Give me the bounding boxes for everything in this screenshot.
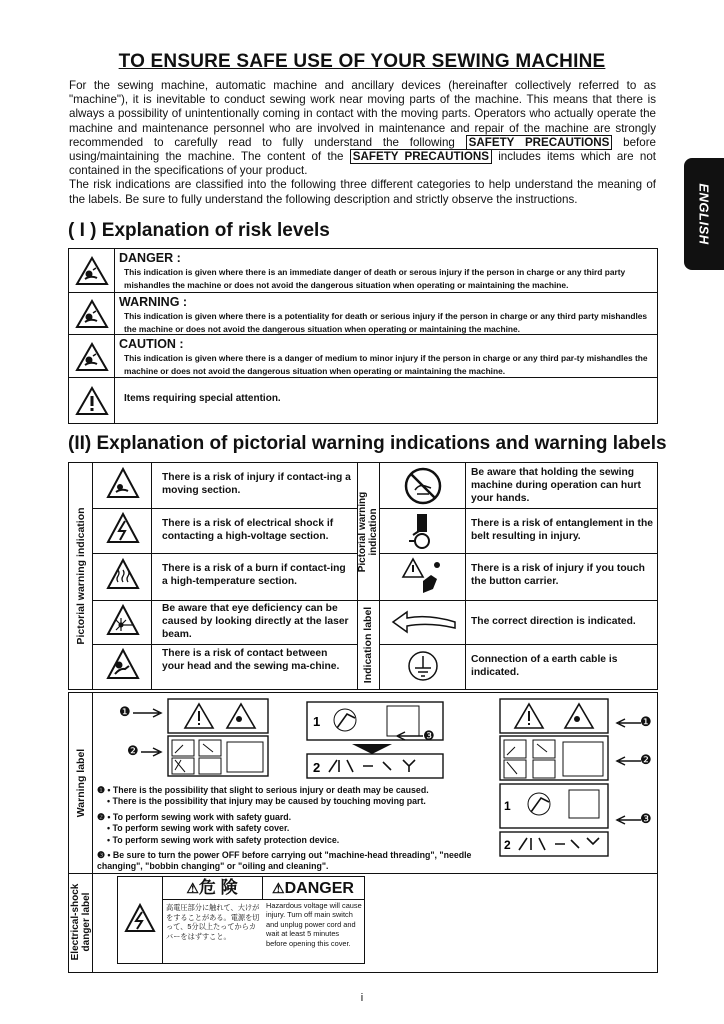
pictorial-row [92, 463, 357, 509]
intro-paragraph-2: The risk indications are classified into the following three different categories to help understand the meaning of the labels. Be sure to fully understand the following description and strictly observe the instructions. [69, 178, 656, 206]
risk-level-caution [69, 334, 657, 378]
earth-ground-icon [407, 650, 439, 682]
intro-paragraph-1c: includes items which are not contained in the specifications of your product. [69, 150, 656, 178]
warning-label-side-label: Warning label [75, 748, 87, 818]
pointer-arrow-icon [141, 747, 165, 757]
risk-level-attention [69, 377, 657, 424]
electrical-shock-side-label: Electrical-shock danger label [70, 883, 92, 961]
risk-level-text: This indication is given where there is a danger of medium to minor injury if the person in charge or any third par-ty mishandles the machine or does not avoid the dangerous situation when operating or maintaining the machine. [124, 353, 648, 377]
danger-label [117, 876, 365, 964]
marker-3-right: ❸ [640, 811, 652, 826]
risk-level-warning [69, 292, 657, 335]
risk-level-label: DANGER : [119, 251, 181, 265]
warning-icon [69, 293, 115, 335]
pictorial-text: There is a risk of injury if contact-ing a moving section. [162, 472, 351, 496]
hand-moving-part-icon [106, 467, 140, 503]
pictorial-row [92, 508, 357, 554]
pictorial-row [379, 600, 657, 645]
pictorial-row [379, 644, 657, 689]
direction-arrow-icon [389, 608, 459, 636]
section-2-heading: (II) Explanation of pictorial warning indications and warning labels [68, 433, 667, 454]
pictorial-row [379, 463, 657, 509]
svg-text:2: 2 [313, 760, 321, 775]
intro-text [69, 79, 656, 207]
note-2-line: • To perform sewing work with safety cover. [107, 823, 290, 834]
safety-precautions-keyword: SAFETY PRECAUTIONS [466, 135, 613, 150]
pictorial-text: The correct direction is indicated. [471, 616, 636, 627]
marker-3: ❸ [423, 728, 435, 743]
pointer-arrow-icon [395, 731, 423, 741]
en-danger-text: Hazardous voltage will cause injury. Turn off main switch and unplug power cord and wait at least 5 minutes before opening this cover. [266, 901, 362, 948]
pointer-arrow-icon [615, 815, 641, 825]
marker-1-right: ❶ [640, 714, 652, 729]
note-1: ❶ • There is the possibility that slight to serious injury or death may be caused. [97, 785, 429, 795]
pointer-arrow-icon [133, 708, 165, 718]
language-tab-label: ENGLISH [696, 183, 712, 245]
attention-text: Items requiring special attention. [124, 393, 281, 404]
exclamation-triangle-icon [69, 378, 115, 424]
indication-label-side-label: Indication label [362, 606, 374, 684]
pointer-arrow-icon [615, 756, 641, 766]
svg-text:2: 2 [504, 838, 511, 852]
pictorial-text: There is a risk of a burn if contact-ing a high-temperature section. [162, 563, 346, 587]
risk-level-label: WARNING : [119, 295, 188, 309]
button-carrier-icon [401, 557, 445, 597]
intro-paragraph-1a: For the sewing machine, automatic machine and ancillary devices (hereinafter collectively referred to as "machine"), it is inevitable to conduct sewing work near moving parts of the machine. This means that there is always a possibility of unintentionally coming in contact with the moving parts. Operators who actually operate the machine and maintenance personnel who are involved in maintenance and repair of the machine are strongly recommended to carefully read to fully understand the following [69, 79, 656, 149]
pictorial-warning-side-label: Pictorial warning indication [75, 507, 87, 645]
page-title: TO ENSURE SAFE USE OF YOUR SEWING MACHINE [118, 51, 606, 72]
pictorial-row [379, 508, 657, 554]
risk-level-label: CAUTION : [119, 337, 184, 351]
pictorial-row [92, 644, 357, 689]
electric-shock-icon [124, 903, 156, 933]
pointer-arrow-icon [615, 718, 641, 728]
warning-notes [97, 785, 517, 873]
marker-2: ❷ [127, 743, 139, 758]
laser-beam-icon [106, 604, 140, 640]
head-contact-icon [106, 648, 140, 684]
note-2: ❷ • To perform sewing work with safety guard. [97, 811, 292, 822]
pictorial-text: Be aware that holding the sewing machine during operation can hurt your hands. [471, 467, 641, 504]
electric-shock-icon [106, 512, 140, 548]
risk-level-text: This indication is given where there is an immediate danger of death or serous injury if the person in charge or any third party mishandles the machine or does not avoid the dangerous situation when operating or maintaining the machine. [124, 267, 626, 291]
risk-level-text: This indication is given where there is a potentiality for death or serious injury if the person in charge or any third party mishandles the machine or does not avoid the dangerous situation when operating or maintaining the machine. [124, 311, 648, 335]
pictorial-warning-mid-label: Pictorial warning indication [357, 491, 379, 573]
intro-paragraph-1b: before using/maintaining the machine. The content of the [69, 135, 656, 164]
pictorial-text: There is a risk of electrical shock if contacting a high-voltage section. [162, 518, 334, 542]
belt-entanglement-icon [403, 511, 443, 551]
page-number: i [360, 992, 364, 1004]
marker-1: ❶ [119, 704, 131, 719]
pictorial-warning-table [68, 462, 658, 690]
note-1-line: • There is the possibility that injury may be caused by touching moving part. [107, 796, 426, 807]
pictorial-row [379, 553, 657, 601]
pictorial-text: Connection of a earth cable is indicated. [471, 654, 618, 678]
section-1-heading: ( I ) Explanation of risk levels [68, 220, 330, 241]
danger-warning-icon [69, 249, 115, 292]
note-2-line: • To perform sewing work with safety protection device. [107, 834, 340, 845]
jp-danger-title: ⚠危 険 [162, 877, 263, 900]
pictorial-text: There is a risk of entanglement in the belt resulting in injury. [471, 518, 653, 542]
language-tab [684, 158, 724, 270]
marker-2-right: ❷ [640, 752, 652, 767]
note-3: ❸ • Be sure to turn the power OFF before carrying out "machine-head threading", "needle changing", "bobbin changing" or "oiling and cleaning". [97, 850, 472, 872]
pictorial-row [92, 600, 357, 645]
danger-label-icon-cell [118, 877, 163, 963]
caution-icon [69, 335, 115, 378]
en-danger-title: ⚠DANGER [262, 877, 364, 900]
electrical-shock-label-section [68, 872, 658, 973]
pictorial-text: Be aware that eye deficiency can be caused by looking directly at the laser beam. [162, 603, 349, 640]
safety-precautions-keyword: SAFETY PRECAUTIONS [350, 149, 492, 164]
no-hand-holding-icon [403, 466, 443, 506]
pictorial-text: There is a risk of injury if you touch the button carrier. [471, 563, 645, 587]
svg-text:1: 1 [504, 799, 511, 813]
risk-level-danger [69, 249, 657, 292]
warning-label-section [68, 692, 658, 874]
warning-label-vertical-illustration [499, 698, 611, 870]
hot-surface-icon [106, 558, 140, 594]
svg-text:1: 1 [313, 714, 321, 729]
jp-danger-text: 高電圧部分に触れて、大けがをすることがある。電源を切って、5分以上たってからカバーをはずすこと。 [166, 903, 260, 941]
pictorial-row [92, 553, 357, 601]
pictorial-text: There is a risk of contact between your head and the sewing ma-chine. [162, 648, 340, 672]
risk-levels-table [68, 248, 658, 424]
